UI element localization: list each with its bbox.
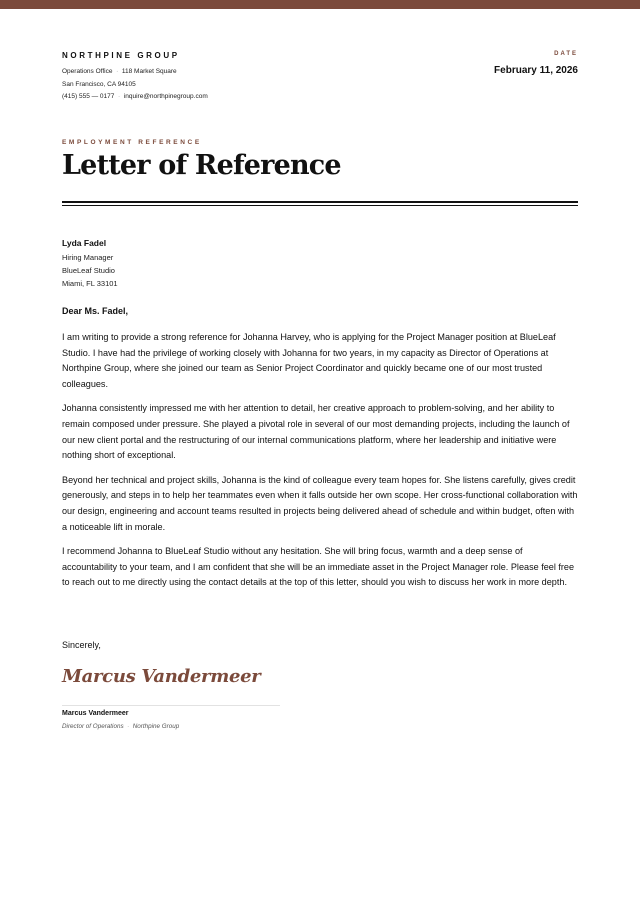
separator-dot: · <box>114 68 121 75</box>
title-rule-thick <box>62 201 578 203</box>
salutation: Dear Ms. Fadel, <box>62 306 129 316</box>
sender-contact-line <box>62 93 208 100</box>
document-title: Letter of Reference <box>62 150 341 181</box>
signer-title-line <box>62 723 179 730</box>
separator-dot: · <box>116 93 122 100</box>
date-value: February 11, 2026 <box>494 65 578 76</box>
body-paragraph: Beyond her technical and project skills, Johanna is the kind of colleague every team hopes for. She listens carefully, gives credit generously, and steps in to help her teammates even when it falls outside her own scope. Her cross-functional collaboration with our design, engineering and account teams resulted in projects being delivered ahead of schedule and within budget, often with a noticeable lift in morale. <box>62 474 578 532</box>
top-accent-bar <box>0 0 640 9</box>
signature: Marcus Vandermeer <box>62 666 261 687</box>
body-paragraph: Johanna consistently impressed me with her attention to detail, her creative approach to problem-solving, and her ability to remain composed under pressure. She played a pivotal role in several of our most demanding projects, including the launch of our new client portal and the restructuring of our internal communications platform, where her leadership and initiative were nothing short of exceptional. <box>62 403 570 461</box>
recipient-block <box>62 238 118 290</box>
sender-address-line <box>62 68 177 75</box>
sender-email: inquire@northpinegroup.com <box>123 93 208 100</box>
signer-org: Northpine Group <box>132 723 180 730</box>
recipient-title: Hiring Manager <box>62 253 114 262</box>
recipient-company: BlueLeaf Studio <box>62 266 115 275</box>
document-kicker: EMPLOYMENT REFERENCE <box>62 139 202 146</box>
signature-rule <box>62 705 280 706</box>
sender-org-name: NORTHPINE GROUP <box>62 51 180 60</box>
separator-dot: · <box>125 723 131 730</box>
signer-name: Marcus Vandermeer <box>62 710 129 717</box>
closing: Sincerely, <box>62 640 101 650</box>
signer-title: Director of Operations <box>62 723 124 730</box>
body-paragraph: I am writing to provide a strong reference for Johanna Harvey, who is applying for the Project Manager position at BlueLeaf Studio. I have had the privilege of working closely with Johanna for two years, in my capacity as Director of Operations at Northpine Group, where she joined our team as Senior Project Coordinator and quickly became one of our most trusted colleagues. <box>62 332 556 389</box>
sender-phone: (415) 555 — 0177 <box>62 93 115 100</box>
letter-body <box>62 330 578 600</box>
recipient-city: Miami, FL 33101 <box>62 279 118 288</box>
date-label: DATE <box>554 51 578 57</box>
sender-office: Operations Office <box>62 68 113 75</box>
sender-street: 118 Market Square <box>121 68 177 75</box>
body-paragraph: I recommend Johanna to BlueLeaf Studio without any hesitation. She will bring focus, warmth and a deep sense of accountability to your team, and I am confident that she will be an immediate asset in the Project Manager role. Please feel free to reach out to me directly using the contact details at the top of this letter, should you wish to discuss her work in more depth. <box>62 546 575 588</box>
recipient-name: Lyda Fadel <box>62 238 107 248</box>
sender-city-line: San Francisco, CA 94105 <box>62 81 136 88</box>
title-rule-thin <box>62 205 578 206</box>
